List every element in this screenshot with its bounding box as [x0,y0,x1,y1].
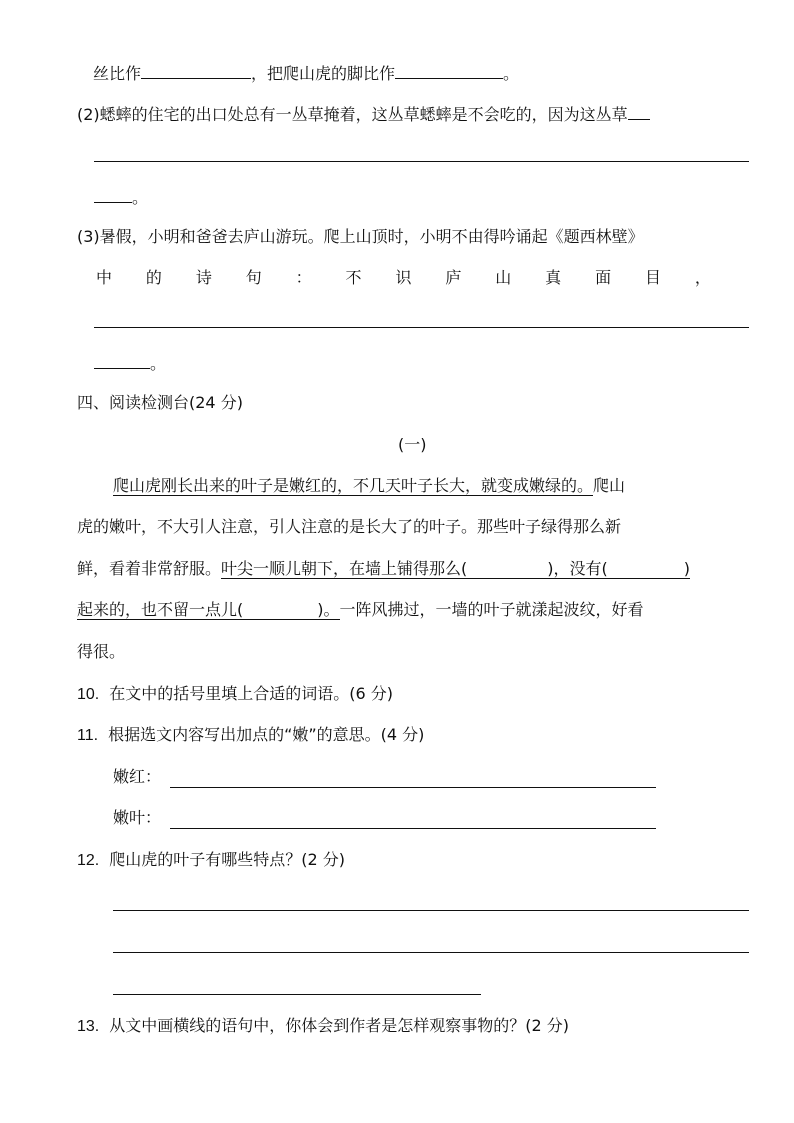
answer-line[interactable] [94,161,749,162]
passage-line-2: 虎的嫩叶，不大引人注意，引人注意的是长大了的叶子。那些叶子绿得那么新 [77,517,622,536]
section-title: 四、阅读检测台(24 分) [77,393,243,412]
q12: 12. 爬山虎的叶子有哪些特点？(2 分) [77,850,346,869]
passage-line-3: 鲜，看着非常舒服。叶尖一顺儿朝下，在墙上铺得那么( )，没有( ) [77,559,691,578]
passage-line-1: 爬山虎刚长出来的叶子是嫩红的，不几天叶子长大，就变成嫩绿的。爬山 [113,476,626,495]
q2-text: (2)蟋蟀的住宅的出口处总有一丛草掩着，这丛草蟋蟀是不会吃的，因为这丛草 [77,103,650,125]
poem-char: ： [295,268,312,287]
poem-char: ， [694,268,711,287]
answer-blank[interactable] [94,186,132,203]
q-prev-line: 丝比作 ，把爬山虎的脚比作 。 [93,64,520,83]
q2-end: 。 [94,186,148,208]
poem-char: 句 [245,268,262,287]
q10: 10. 在文中的括号里填上合适的词语。(6 分) [77,684,394,703]
poem-char: 山 [495,268,512,287]
underlined-sentence: 爬山虎刚长出来的叶子是嫩红的，不几天叶子长大，就变成嫩绿的。 [113,476,594,495]
poem-char: 识 [395,268,412,287]
answer-blank[interactable] [94,352,150,369]
poem-char: 真 [545,268,562,287]
answer-blank[interactable] [628,103,650,120]
q3-text: (3)暑假，小明和爸爸去庐山游玩。爬上山顶时，小明不由得吟诵起《题西林壁》 [77,227,644,246]
q11-b-label: 嫩叶： [113,808,162,827]
poem-char: 庐 [445,268,462,287]
q3-end: 。 [94,352,166,374]
passage-number: (一) [398,435,427,454]
underlined-sentence: 起来的，也不留一点儿( )。 [77,600,340,619]
q11-a-label: 嫩红： [113,767,162,786]
answer-line[interactable] [94,327,749,328]
q3-poem-line [96,268,711,288]
q13: 13. 从文中画横线的语句中，你体会到作者是怎样观察事物的？(2 分) [77,1016,570,1035]
answer-line[interactable] [113,994,481,995]
poem-char: 中 [96,268,113,287]
q11: 11. 根据选文内容写出加点的“嫩”的意思。(4 分) [77,725,425,744]
poem-char: 目 [644,268,661,287]
answer-line[interactable] [170,787,656,788]
poem-char: 面 [595,268,612,287]
poem-char: 不 [345,268,362,287]
underlined-sentence: 叶尖一顺儿朝下，在墙上铺得那么( )，没有( ) [221,559,691,578]
passage-line-4: 起来的，也不留一点儿( )。一阵风拂过，一墙的叶子就漾起波纹，好看 [77,600,644,619]
passage-line-5: 得很。 [77,642,126,661]
poem-char: 的 [145,268,162,287]
answer-line[interactable] [113,910,749,911]
answer-line[interactable] [170,828,656,829]
answer-line[interactable] [113,952,749,953]
poem-char: 诗 [195,268,212,287]
answer-blank[interactable] [141,62,251,79]
answer-blank[interactable] [395,62,503,79]
